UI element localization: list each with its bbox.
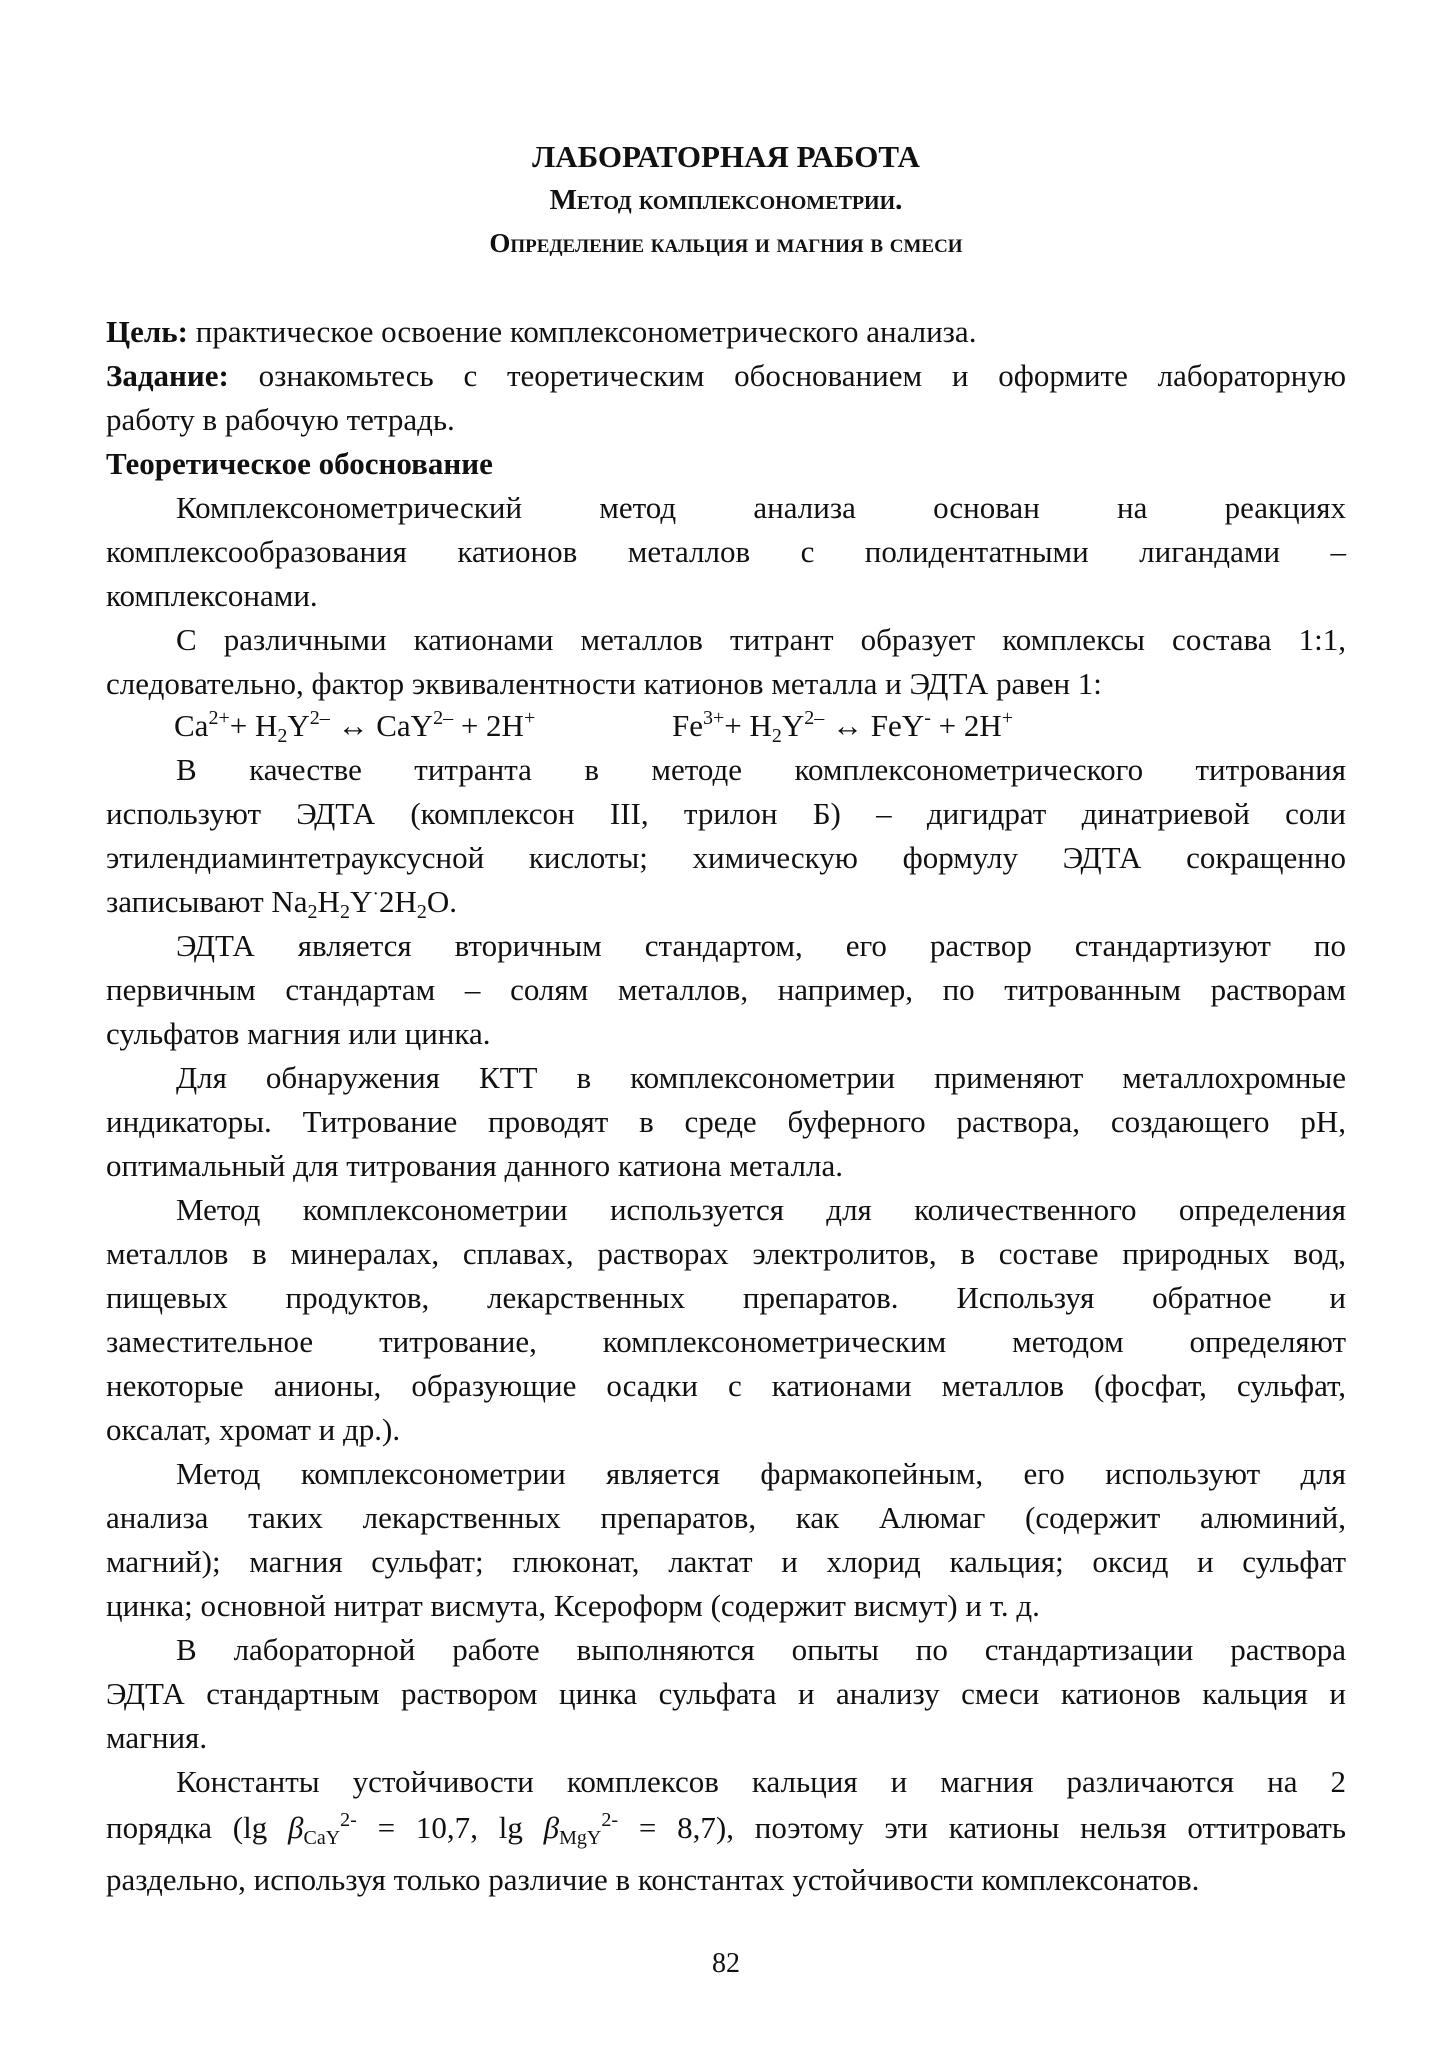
lab-title: ЛАБОРАТОРНАЯ РАБОТА (532, 139, 920, 174)
p6-line-6: оксалат, хромат и др.). (106, 1412, 401, 1447)
reaction-calcium: $Ca^{2+}+ H_2Y^{2-}$ ↔ CaY$^{2-}$ + 2H+ (174, 707, 536, 747)
task-label: Задание: (106, 358, 229, 393)
task-line-2: работу в рабочую тетрадь. (106, 402, 455, 437)
p9-line-2: порядка (lg $\beta_{CaY}^{2-} = 10,7$, $\lg \beta_{MgY}^{2-} = 8,7$), поэтому эти катионы нельзя оттитровать (106, 1809, 1346, 1849)
p4-line-2: первичным стандартам – солям металлов, например, по титрованным растворам (106, 972, 1346, 1007)
p3-line-1: В качестве титранта в методе комплексонометрического титрования (176, 752, 1346, 787)
p2-line-2: следовательно, фактор эквивалентности катионов металла и ЭДТА равен 1: (106, 666, 1102, 701)
p5-line-2: индикаторы. Титрование проводят в среде буферного раствора, создающего pH, (106, 1104, 1346, 1139)
p8-line-2: ЭДТА стандартным раствором цинка сульфата и анализу смеси катионов кальция и (106, 1676, 1346, 1711)
p6-line-1: Метод комплексонометрии используется для количественного определения (176, 1192, 1346, 1227)
p2-line-1: С различными катионами металлов титрант образует комплексы состава 1:1, (176, 622, 1346, 657)
p6-line-3: пищевых продуктов, лекарственных препаратов. Используя обратное и (106, 1280, 1346, 1315)
p7-line-4: цинка; основной нитрат висмута, Ксероформ (содержит висмут) и т. д. (106, 1588, 1040, 1623)
p3-line-4: записывают $Na_2H_2Y^\cdot 2H_2O$. (106, 883, 458, 923)
p1-line-1: Комплексонометрический метод анализа основан на реакциях (176, 490, 1346, 525)
p6-line-2: металлов в минералах, сплавах, растворах электролитов, в составе природных вод, (106, 1236, 1346, 1271)
p8-line-3: магния. (106, 1720, 208, 1755)
goal-line (106, 312, 1346, 352)
p8-line-1: В лабораторной работе выполняются опыты по стандартизации раствора (176, 1632, 1346, 1667)
p9-line-1: Константы устойчивости комплексов кальция и магния различаются на 2 (176, 1764, 1346, 1799)
p9-line-3: раздельно, используя только различие в константах устойчивости комплексонатов. (106, 1862, 1200, 1897)
p6-line-4: заместительное титрование, комплексонометрическим методом определяют (106, 1324, 1346, 1359)
p7-line-2: анализа таких лекарственных препаратов, как Алюмаг (содержит алюминий, (106, 1500, 1346, 1535)
p1-line-2: комплексообразования катионов металлов с полидентатными лигандами – (106, 534, 1346, 569)
p7-line-1: Метод комплексонометрии является фармакопейным, его используют для (176, 1456, 1346, 1491)
p5-line-3: оптимальный для титрования данного катиона металла. (106, 1148, 843, 1183)
p4-line-1: ЭДТА является вторичным стандартом, его раствор стандартизуют по (176, 928, 1346, 963)
reaction-iron: $Fe^{3+}+ H_2Y^{2-}$ ↔ FeY- + 2H+ (672, 707, 1014, 747)
p3-line-2: используют ЭДТА (комплексон III, трилон Б) – дигидрат динатриевой соли (106, 796, 1346, 831)
task-line-1 (106, 356, 1346, 396)
theory-heading: Теоретическое обоснование (106, 446, 493, 481)
p7-line-3: магний); магния сульфат; глюконат, лактат и хлорид кальция; оксид и сульфат (106, 1544, 1346, 1579)
p6-line-5: некоторые анионы, образующие осадки с катионами металлов (фосфат, сульфат, (106, 1368, 1346, 1403)
page-number: 82 (712, 1948, 740, 1979)
task-text-1: ознакомьтесь с теоретическим обоснованием и оформите лабораторную (228, 358, 1346, 393)
lab-subtitle-method: Метод комплексонометрии. (549, 184, 903, 216)
p4-line-3: сульфатов магния или цинка. (106, 1016, 491, 1051)
goal-label: Цель: (106, 314, 188, 349)
p5-line-1: Для обнаружения КТТ в комплексонометрии применяют металлохромные (176, 1060, 1346, 1095)
lab-subtitle-topic: Определение кальция и магния в смеси (489, 228, 963, 258)
p1-line-3: комплексонами. (106, 578, 318, 613)
goal-text: практическое освоение комплексонометрического анализа. (187, 314, 977, 349)
stability-constants-formula: (lg $\beta_{CaY}^{2-} = 10,7$, $\lg \beta_{MgY}^{2-} = 8,7$) (232, 1809, 727, 1849)
p3-line-3: этилендиаминтетрауксусной кислоты; химическую формулу ЭДТА сокращенно (106, 840, 1346, 875)
